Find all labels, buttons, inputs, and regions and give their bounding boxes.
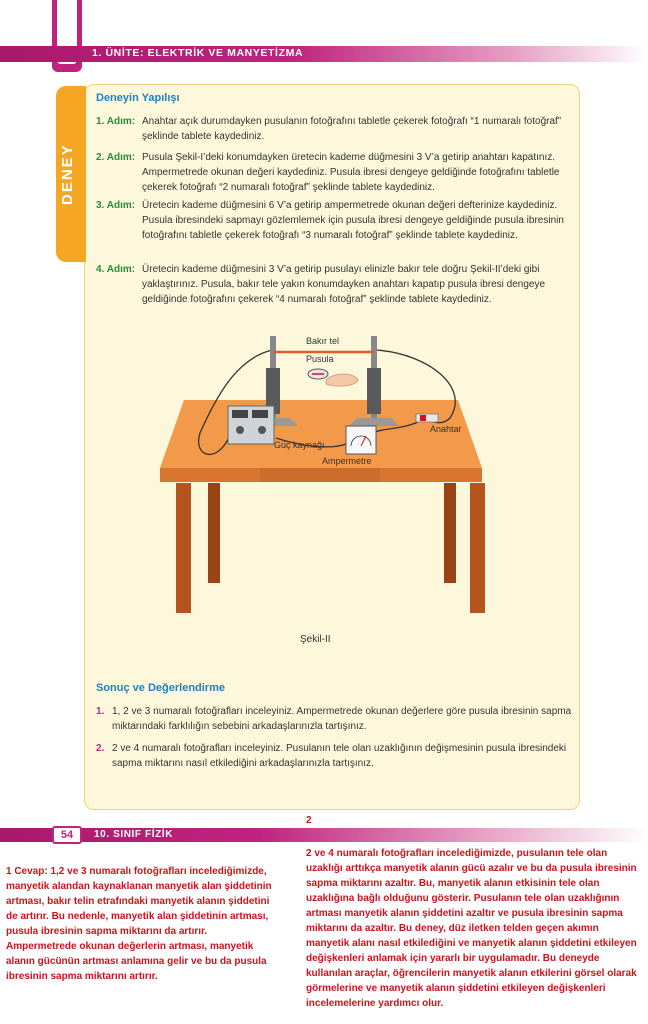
side-tab-label: DENEY (59, 143, 76, 205)
result-number: 2. (96, 743, 105, 754)
table-drawer (260, 468, 380, 482)
switch-lever (420, 415, 426, 421)
hand (326, 374, 358, 386)
procedure-title: Deneyin Yapılışı (96, 92, 180, 104)
step-2 (96, 150, 572, 195)
step-label: 2. Adım: (96, 152, 136, 163)
result-item-2 (96, 741, 572, 771)
step-label: 1. Adım: (96, 116, 136, 127)
step-text: Üretecin kademe düğmesini 6 V’a getirip ampermetrede okunan değeri defterinize kaydediniz. Pusula ibresindeki sapmayı gözlemlemek için pusula ibresi dengeye geldiğinde pusula ibresinin fotoğrafını tabletle çekerek fotoğrafı “3 numaralı fotoğraf” şeklinde tablete kaydediniz. (142, 200, 564, 241)
label-compass: Pusula (306, 354, 334, 364)
step-text: Üretecin kademe düğmesini 3 V’a getirip pusulayı elinizle bakır tele doğru Şekil-II’deki gibi yaklaştırınız. Pusula, bakır tele yakın konumdayken anahtarı kapatıp pusula ibresi dengeye geldiğinde fotoğrafını çekerek “4 numaralı fotoğraf” şeklinde tablete kaydediniz. (142, 264, 546, 305)
ammeter (346, 426, 376, 454)
result-item-1 (96, 704, 572, 734)
power-knob (236, 426, 244, 434)
figure-caption: Şekil-II (300, 634, 331, 645)
table-leg-front-right (470, 483, 485, 613)
page-number: 54 (52, 826, 82, 844)
answer-1: 1 Cevap: 1,2 ve 3 numaralı fotoğrafları incelediğimizde, manyetik alandan kaynaklanan manyetik alan şiddetinin artması, bakır telin etrafındaki manyetik alanın şiddetini de artırır. Bu nedenle, manyetik alan şiddetinin artması, pusula ibresinin sapma miktarını da artırır. Ampermetrede okunan değerlerin artması, manyetik alanın gücünün artması anlamına gelir ve bu da pusula ibresinin sapma miktarını artırır. (6, 866, 272, 982)
stand-right-base (349, 418, 399, 426)
book-title: 10. SINIF FİZİK (94, 829, 174, 840)
table-leg-back-left (208, 483, 220, 583)
unit-title: 1. ÜNİTE: ELEKTRİK VE MANYETİZMA (92, 47, 304, 59)
step-1 (96, 114, 572, 144)
label-switch: Anahtar (430, 424, 462, 434)
table-leg-front-left (176, 483, 191, 613)
stand-right-coil (367, 368, 381, 414)
step-label: 3. Adım: (96, 200, 136, 211)
power-display-1 (232, 410, 248, 418)
power-knob (258, 426, 266, 434)
step-4 (96, 262, 572, 307)
step-label: 4. Adım: (96, 264, 136, 275)
apparatus-illustration (150, 318, 490, 628)
step-3 (96, 198, 572, 243)
answer-marker: 2 (306, 815, 312, 826)
results-title: Sonuç ve Değerlendirme (96, 682, 225, 694)
result-number: 1. (96, 706, 105, 717)
switch (416, 414, 438, 422)
label-power-supply: Güç kaynağı (274, 440, 325, 450)
step-text: Pusula Şekil-I’deki konumdayken üretecin kademe düğmesini 3 V’a getirip anahtarı kapatınız. Ampermetrede okunan değeri kaydediniz. Pusula ibresi dengeye geldiğinde fotoğrafını tabletle çekerek fotoğrafı “2 numaralı fotoğraf” şeklinde tablete kaydediniz. (142, 152, 560, 193)
label-ammeter: Ampermetre (322, 456, 372, 466)
result-text: 2 ve 4 numaralı fotoğrafları inceleyiniz. Pusulanın tele olan uzaklığının değişmesinin pusula ibresindeki sapma miktarını nasıl etkilediğini arkadaşlarınızla tartışınız. (112, 743, 567, 769)
table-top (160, 400, 482, 468)
table-leg-back-right (444, 483, 456, 583)
experiment-figure (150, 318, 490, 628)
label-copper-wire: Bakır tel (306, 336, 340, 346)
power-display-2 (252, 410, 268, 418)
step-text: Anahtar açık durumdayken pusulanın fotoğrafını tabletle çekerek fotoğrafı “1 numaralı fotoğraf” şeklinde tablete kaydediniz. (142, 116, 562, 142)
result-text: 1, 2 ve 3 numaralı fotoğrafları inceleyiniz. Ampermetrede okunan değerlere göre pusula ibresinin sapma miktarındaki farklılığın sebebini arkadaşlarınızla tartışınız. (112, 706, 572, 732)
answer-2: 2 ve 4 numaralı fotoğrafları incelediğimizde, pusulanın tele olan uzaklığı arttıkça manyetik alanın gücü azalır ve bu da pusula ibresinin sapma miktarını azaltır. Bu, manyetik alanın etkisinin tele olan uzaklığına bağlı olduğunu gösterir. Pusulanın tele olan uzaklığının artması manyetik alanın şiddetini azaltır ve pusula ibresinin sapma miktarını da azaltır. Bu deney, düz iletken telden geçen akımın manyetik alanı nasıl etkilediğini ve manyetik alanın şiddetini etkileyen değişkenleri anlamak için yararlı bir uygulamadır. Bu deneyde kullanılan araçlar, öğrencilerin manyetik alanın etkilerini görsel olarak görmelerine ve manyetik alanın şiddetini etkileyen değişkenleri incelemelerine yardımcı olur. (306, 848, 637, 1009)
